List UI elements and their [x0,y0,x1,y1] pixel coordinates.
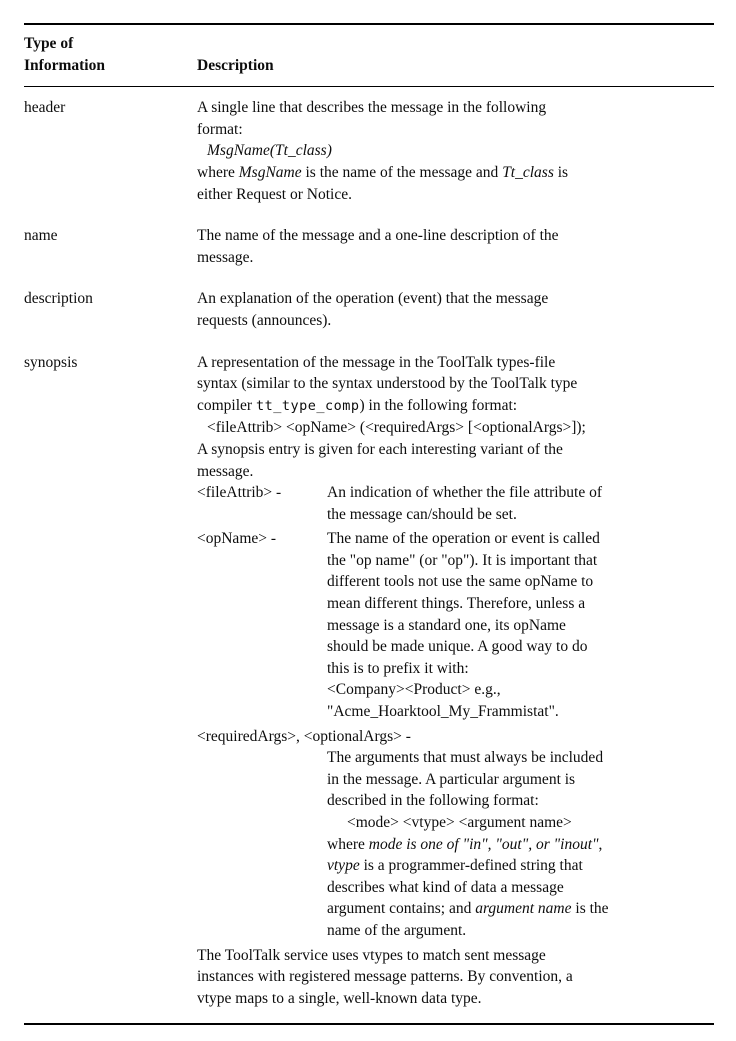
row-term: name [24,227,58,245]
text-line: this is to prefix it with: [327,659,469,677]
header-text-line: Information [24,56,105,74]
text-line [197,162,714,184]
document-page [24,23,714,1025]
row-term: header [24,99,66,117]
column-header-type-of-information [24,33,197,76]
definition-term: <requiredArgs>, <optionalArgs> - [197,727,411,745]
text-line: instances with registered message patterns. By convention, a [197,968,573,986]
header-text-line: Type of [24,35,74,52]
message-format-line: MsgName(Tt_class) [207,142,332,160]
header-text-line: Description [197,56,274,74]
text-line: The ToolTalk service uses vtypes to match sent message [197,946,546,964]
syntax-format-line: <fileAttrib> <opName> (<requiredArgs> [<optionalArgs>]); [207,419,586,437]
text-line: format: [197,120,243,138]
text-line: vtype maps to a single, well-known data type. [197,989,482,1007]
table-header-row [24,25,714,86]
code-run: tt_type_comp [255,397,360,414]
text-line: either Request or Notice. [197,185,352,203]
text-line [327,898,714,920]
text-run: where [197,163,239,181]
text-line [197,395,714,418]
text-line [327,834,714,856]
text-line: A single line that describes the message in the following [197,99,547,117]
text-run: is [553,163,569,181]
text-line: mean different things. Therefore, unless a [327,595,586,613]
text-line: different tools not use the same opName to [327,573,594,591]
text-line: the "op name" (or "op"). It is important that [327,551,598,569]
text-line: the message can/should be set. [327,505,517,523]
text-run: ) in the following format: [359,396,518,414]
text-line: described in the following format: [327,792,539,810]
definition-term: <opName> - [197,530,277,548]
text-line: message. [197,248,254,266]
text-line: The name of the message and a one-line description of the [197,227,559,245]
row-term: synopsis [24,353,78,371]
text-line: An indication of whether the file attribute of [327,484,603,502]
row-description [197,352,714,1010]
text-line: should be made unique. A good way to do [327,638,588,656]
text-run: argument contains; and [327,900,476,918]
column-header-description [197,55,714,77]
row-description [197,97,714,205]
text-run-italic: mode is one of "in", "out", or "inout" [368,835,599,853]
table-row-synopsis [24,352,714,1010]
text-line: describes what kind of data a message [327,878,564,896]
table-header-rule [24,86,714,87]
text-run: is the name of the message and [301,163,503,181]
row-description [197,288,714,331]
table-row-header [24,97,714,205]
text-run: is a programmer-defined string that [359,857,583,875]
text-line: requests (announces). [197,311,332,329]
text-line: <Company><Product> e.g., [327,681,501,699]
definition-opname [197,528,714,722]
bottom-spacer [24,1009,714,1023]
argument-format-line: <mode> <vtype> <argument name> [347,814,572,831]
definition-requiredargs [197,726,714,942]
synopsis-closing-paragraph [197,945,714,1010]
text-line: syntax (similar to the syntax understood by the ToolTalk type [197,375,578,393]
definition-body [327,747,714,941]
text-run: is the [571,900,609,918]
text-run-italic: MsgName [238,163,302,181]
text-line: message is a standard one, its opName [327,616,566,634]
text-run: compiler [197,396,256,414]
table-row-name [24,225,714,268]
text-line: A representation of the message in the ToolTalk types-file [197,353,556,371]
text-line: The name of the operation or event is called [327,530,600,548]
text-line [327,855,714,877]
text-line: name of the argument. [327,921,467,939]
definition-body [327,482,714,525]
text-line: in the message. A particular argument is [327,770,576,788]
definition-body [327,528,714,722]
table-bottom-rule [24,1023,714,1025]
row-description [197,225,714,268]
text-line: A synopsis entry is given for each interesting variant of the [197,440,563,458]
table-row-description [24,288,714,331]
text-line: The arguments that must always be included [327,749,604,767]
definition-fileattrib [197,482,714,525]
text-run: where [327,835,369,853]
text-line: message. [197,462,254,480]
text-run-italic: argument name [475,900,572,918]
text-run: , [598,835,603,853]
text-line: An explanation of the operation (event) that the message [197,290,549,308]
text-line: "Acme_Hoarktool_My_Frammistat". [327,703,559,721]
definition-term: <fileAttrib> - [197,484,282,502]
text-run-italic: vtype [327,857,360,875]
text-run-italic: Tt_class [502,163,554,181]
row-term: description [24,290,93,308]
